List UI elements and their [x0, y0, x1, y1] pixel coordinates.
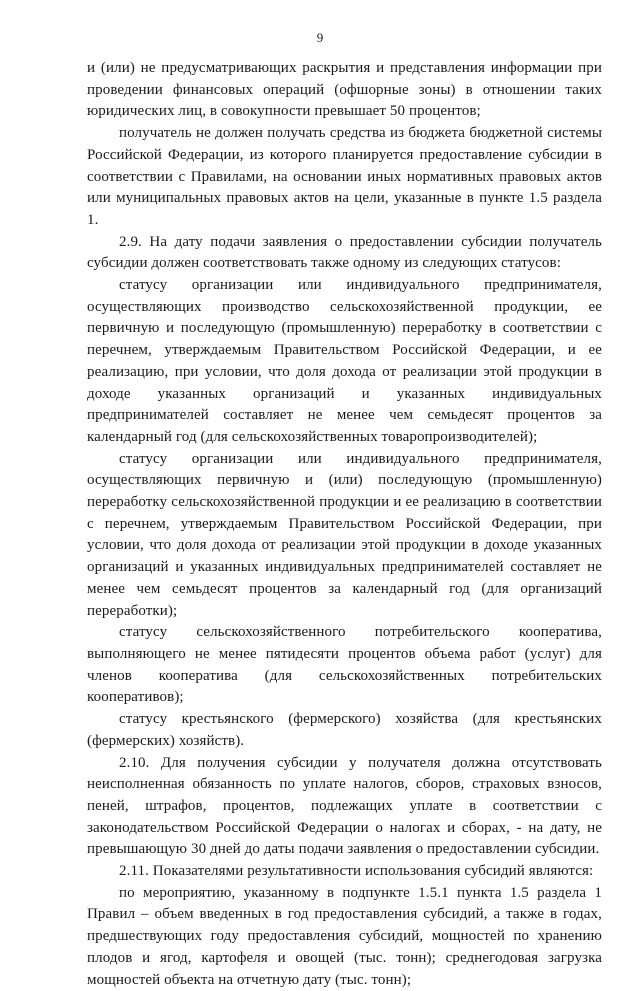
paragraph-indicator-storage: по мероприятию, указанному в подпункте 1.5.1 пункта 1.5 раздела 1 Правил – объем введенных в год предоставления субсидий, а также в годах, предшествующих году предоставления субсидий, мощностей по хранению плодов и ягод, картофеля и овощей (тыс. тонн); среднегодовая загрузка мощностей объекта на отчетную дату (тыс. тонн); — [87, 884, 602, 988]
paragraph-2-9: 2.9. На дату подачи заявления о предоставлении субсидии получатель субсидии должен соответствовать также одному из следующих статусов: — [87, 233, 602, 272]
paragraph-status-producers: статусу организации или индивидуального предпринимателя, осуществляющих производство сельскохозяйственной продукции, ее первичную и последующую (промышленную) переработку в соответствии с перечнем, утверждаемым Правительством Российской Федерации, и ее реализацию, при условии, что доля дохода от реализации этой продукции в доходе указанных организаций и указанных индивидуальных предпринимателей составляет не менее чем семьдесят процентов за календарный год (для сельскохозяйственных товаропроизводителей); — [87, 277, 602, 445]
paragraph-status-processors: статусу организации или индивидуального предпринимателя, осуществляющих первичную и (или) последующую (промышленную) переработку сельскохозяйственной продукции и ее реализацию в соответствии с перечнем, утверждаемым Правительством Российской Федерации, при условии, что доля дохода от реализации этой продукции в доходе указанных организаций и указанных индивидуальных предпринимателей составляет не менее чем семьдесят процентов за календарный год (для организаций переработки); — [87, 450, 602, 619]
paragraph-budget-condition: получатель не должен получать средства из бюджета бюджетной системы Российской Федерации, из которого планируется предоставление субсидии в соответствии с Правилами, на основании иных нормативных правовых актов или муниципальных правовых актов на цели, указанные в пункте 1.5 раздела 1. — [87, 125, 602, 228]
paragraph-status-farm: статусу крестьянского (фермерского) хозяйства (для крестьянских (фермерских) хозяйств). — [87, 711, 602, 749]
document-body — [87, 58, 602, 991]
paragraph-status-cooperative: статусу сельскохозяйственного потребительского кооператива, выполняющего не менее пятидесяти процентов объема работ (услуг) для членов кооператива (для сельскохозяйственных потребительских кооперативов); — [87, 624, 602, 706]
paragraph-continuation: и (или) не предусматривающих раскрытия и представления информации при проведении финансовых операций (офшорные зоны) в отношении таких юридических лиц, в совокупности превышает 50 процентов; — [87, 60, 602, 120]
paragraph-2-10: 2.10. Для получения субсидии у получателя должна отсутствовать неисполненная обязанность по уплате налогов, сборов, страховых взносов, пеней, штрафов, процентов, подлежащих уплате в соответствии с законодательством Российской Федерации о налогах и сборах, - на дату, не превышающую 30 дней до даты подачи заявления о предоставлении субсидии. — [87, 754, 602, 858]
page-number: 9 — [316, 30, 324, 45]
paragraph-2-11: 2.11. Показателями результативности использования субсидий являются: — [119, 863, 594, 880]
